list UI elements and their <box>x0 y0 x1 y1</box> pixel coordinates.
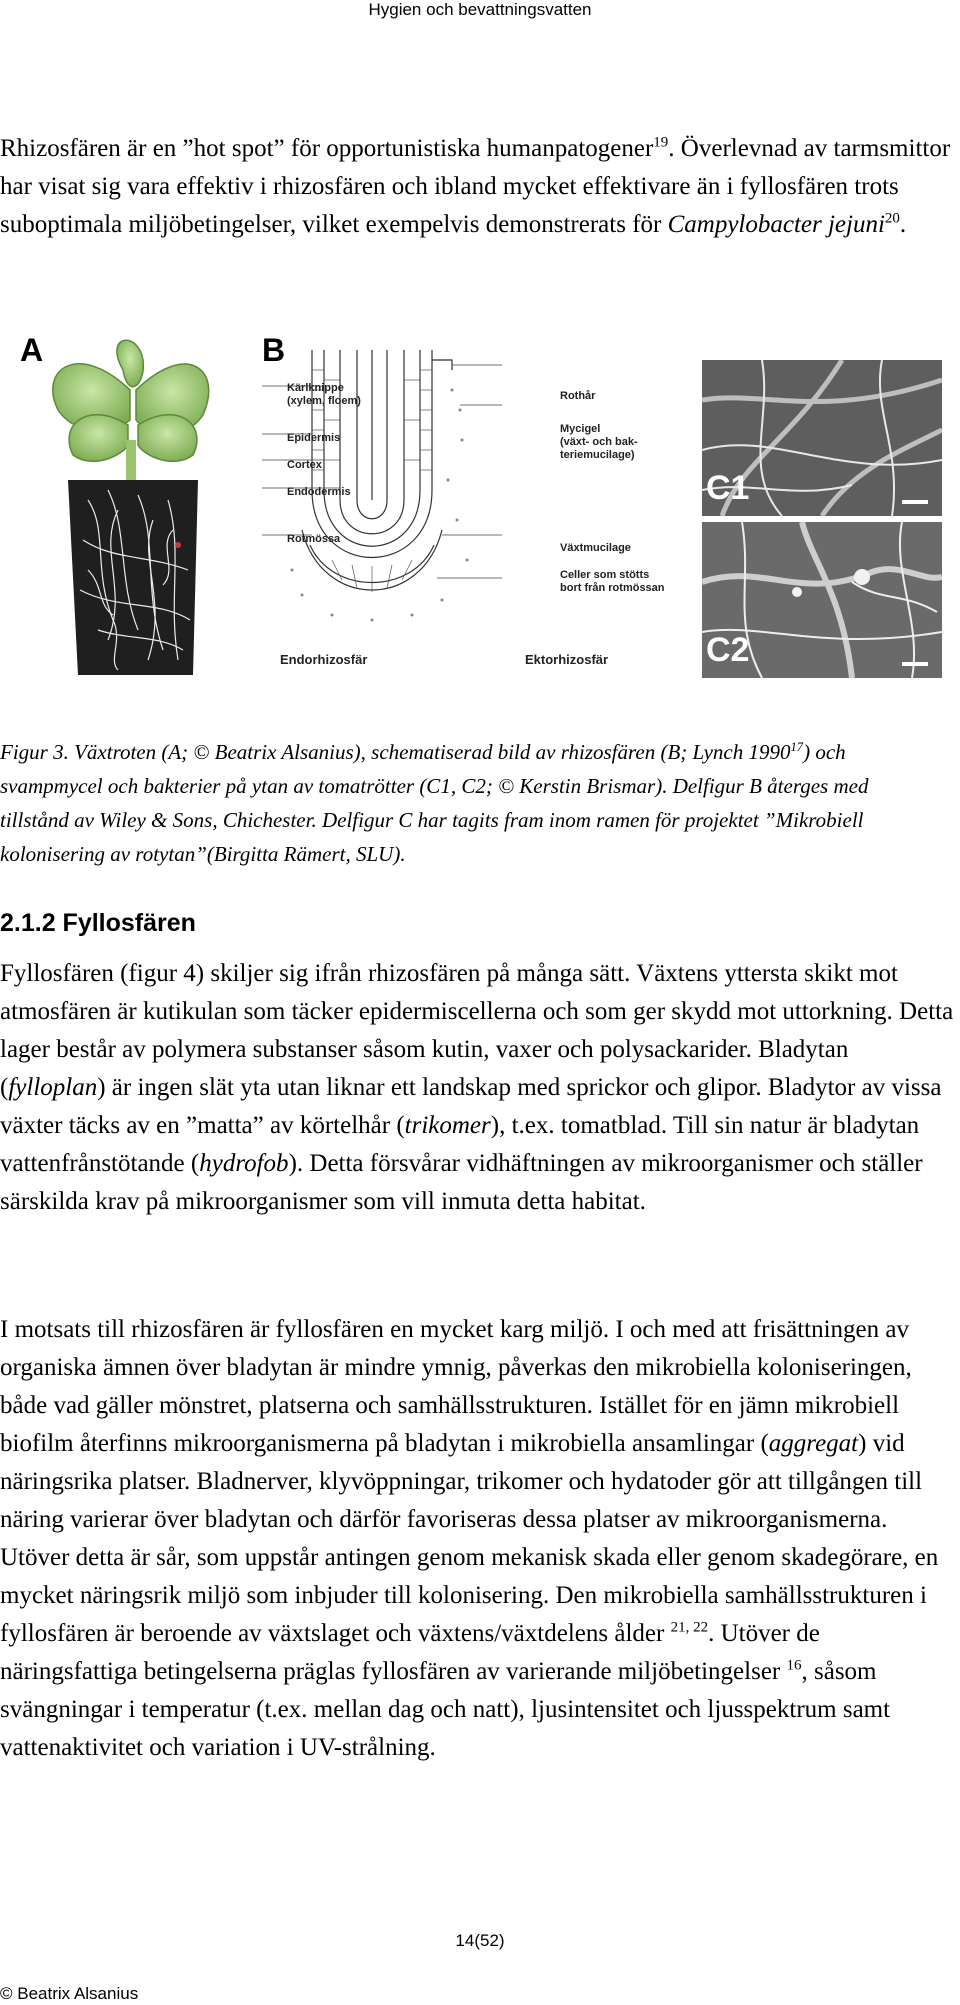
citation-19: 19 <box>653 134 669 151</box>
figure-3 <box>0 330 960 690</box>
citation-16: 16 <box>786 1657 802 1674</box>
citation-17: 17 <box>790 740 804 754</box>
diagram-labels-right <box>560 390 665 595</box>
species-name: Campylobacter jejuni <box>667 211 885 238</box>
text-run: . Överlevnad av tarmsmittor har visat sig vara effektiv i rhizosfären och ibland mycket effektivare än i fyllosfären trots suboptimala miljöbetingelser, vilket exempelvis demonstrerats för <box>0 135 951 238</box>
text-run: . Utöver de näringsfattiga betingelserna präglas fyllosfären av varierande miljöbetingelser <box>0 1620 820 1685</box>
term-italic: trikomer <box>404 1112 491 1139</box>
text-run: , såsom svängningar i temperatur (t.ex. mellan dag och natt), ljusintensitet och ljusspektrum samt vattenaktivitet och variation i UV-strålning. <box>0 1658 891 1761</box>
copyright-footer: © Beatrix Alsanius <box>0 1984 139 2003</box>
text-run: I motsats till rhizosfären är fyllosfären en mycket karg miljö. I och med att frisättningen av organiska ämnen över bladytan är mindre ymnig, påverkas den mikrobiella koloniseringen, både vad gäller mönstret, platserna och samhällsstrukturen. Istället för en jämn mikrobiell biofilm återfinns mikroorganismerna på bladytan i mikrobiella ansamlingar ( <box>0 1316 912 1457</box>
label-epidermis: Epidermis <box>287 432 341 444</box>
c2-label: C2 <box>706 631 750 669</box>
panel-a-label: A <box>20 332 44 368</box>
paragraph-phyllosphere-environment <box>0 1311 956 1767</box>
label-mycigel: Mycigel <box>560 423 601 435</box>
label-bort-fran-rotmossan: bort från rotmössan <box>560 582 665 594</box>
running-header: Hygien och bevattningsvatten <box>368 0 592 19</box>
figure-caption <box>0 735 930 871</box>
section-heading: 2.1.2 Fyllosfären <box>0 909 196 937</box>
text-run: . <box>899 211 907 238</box>
panel-b-label: B <box>262 332 286 368</box>
term-italic: hydrofob <box>199 1150 289 1177</box>
plant-root-photo <box>18 330 233 684</box>
paragraph-phyllosphere <box>0 955 956 1221</box>
text-run: Figur 3. Växtroten (A; © Beatrix Alsanius), schematiserad bild av rhizosfären (B; Lynch 1990 <box>0 740 791 764</box>
label-cortex: Cortex <box>287 459 322 471</box>
citation-20: 20 <box>884 210 900 227</box>
page-number: 14(52) <box>455 1931 505 1950</box>
label-vaxt-och-bak: (växt- och bak- <box>560 436 638 448</box>
term-italic: fylloplan <box>8 1074 98 1101</box>
term-italic: aggregat <box>768 1430 859 1457</box>
text-run: Rhizosfären är en ”hot spot” för opportunistiska humanpatogener <box>0 135 654 162</box>
label-rothar: Rothår <box>560 390 596 402</box>
label-rotmossa: Rotmössa <box>287 533 341 545</box>
label-karlknippe: Kärlknippe <box>287 382 344 394</box>
text-run: ), t.ex. tomatblad. Till sin natur är bladytan vattenfrånstötande ( <box>0 1112 920 1177</box>
label-teriemucilage: teriemucilage) <box>560 449 635 461</box>
text-run: ). Detta försvårar vidhäftningen av mikroorganismer och ställer särskilda krav på mikroorganismer som vill inmuta detta habitat. <box>0 1150 923 1215</box>
label-endodermis: Endodermis <box>287 486 351 498</box>
text-run: Fyllosfären (figur 4) skiljer sig ifrån rhizosfären på många sätt. Växtens yttersta skikt mot atmosfären är kutikulan som täcker epidermiscellerna och som ger skydd mot uttorkning. Detta lager består av polymera substanser såsom kutin, vaxer och polysackarider. Bladytan ( <box>0 960 954 1101</box>
label-vaxtmucilage: Växtmucilage <box>560 542 631 554</box>
diagram-labels-left <box>287 382 361 546</box>
label-ektorhizosfar: Ektorhizosfär <box>525 652 609 667</box>
label-celler-som-stotts: Celler som stötts <box>560 569 650 581</box>
c1-label: C1 <box>706 469 750 507</box>
citation-21-22: 21, 22 <box>670 1619 709 1636</box>
label-endorhizosfar: Endorhizosfär <box>280 652 368 667</box>
label-xylem-floem: (xylem, floem) <box>287 395 361 407</box>
text-run: ) och svampmycel och bakterier på ytan av tomatrötter (C1, C2; © Kerstin Brismar). Delfigur B återges med tillstånd av Wiley & Sons, Chichester. Delfigur C har tagits fram inom ramen för projektet ”Mikrobiell kolonisering av rotytan”(Birgitta Rämert, SLU). <box>0 740 869 866</box>
text-run: ) vid näringsrika platser. Bladnerver, klyvöppningar, trikomer och hydatoder gör att tillgången till näring varierar över bladytan och därför favoriseras dessa platser av mikroorganismerna. Utöver detta är sår, som uppstår antingen genom mekanisk skada eller genom skadegörare, en mycket näringsrik miljö som inbjuder till kolonisering. Den mikrobiella samhällsstrukturen i fyllosfären är beroende av växtslaget och växtens/växtdelens ålder <box>0 1430 939 1647</box>
paragraph-rhizosphere <box>0 130 956 244</box>
text-run: ) är ingen slät yta utan liknar ett landskap med sprickor och glipor. Bladytor av vissa växter täcks av en ”matta” av körtelhår ( <box>0 1074 942 1139</box>
micrograph-c1 <box>702 360 942 516</box>
micrograph-c2 <box>702 522 942 678</box>
